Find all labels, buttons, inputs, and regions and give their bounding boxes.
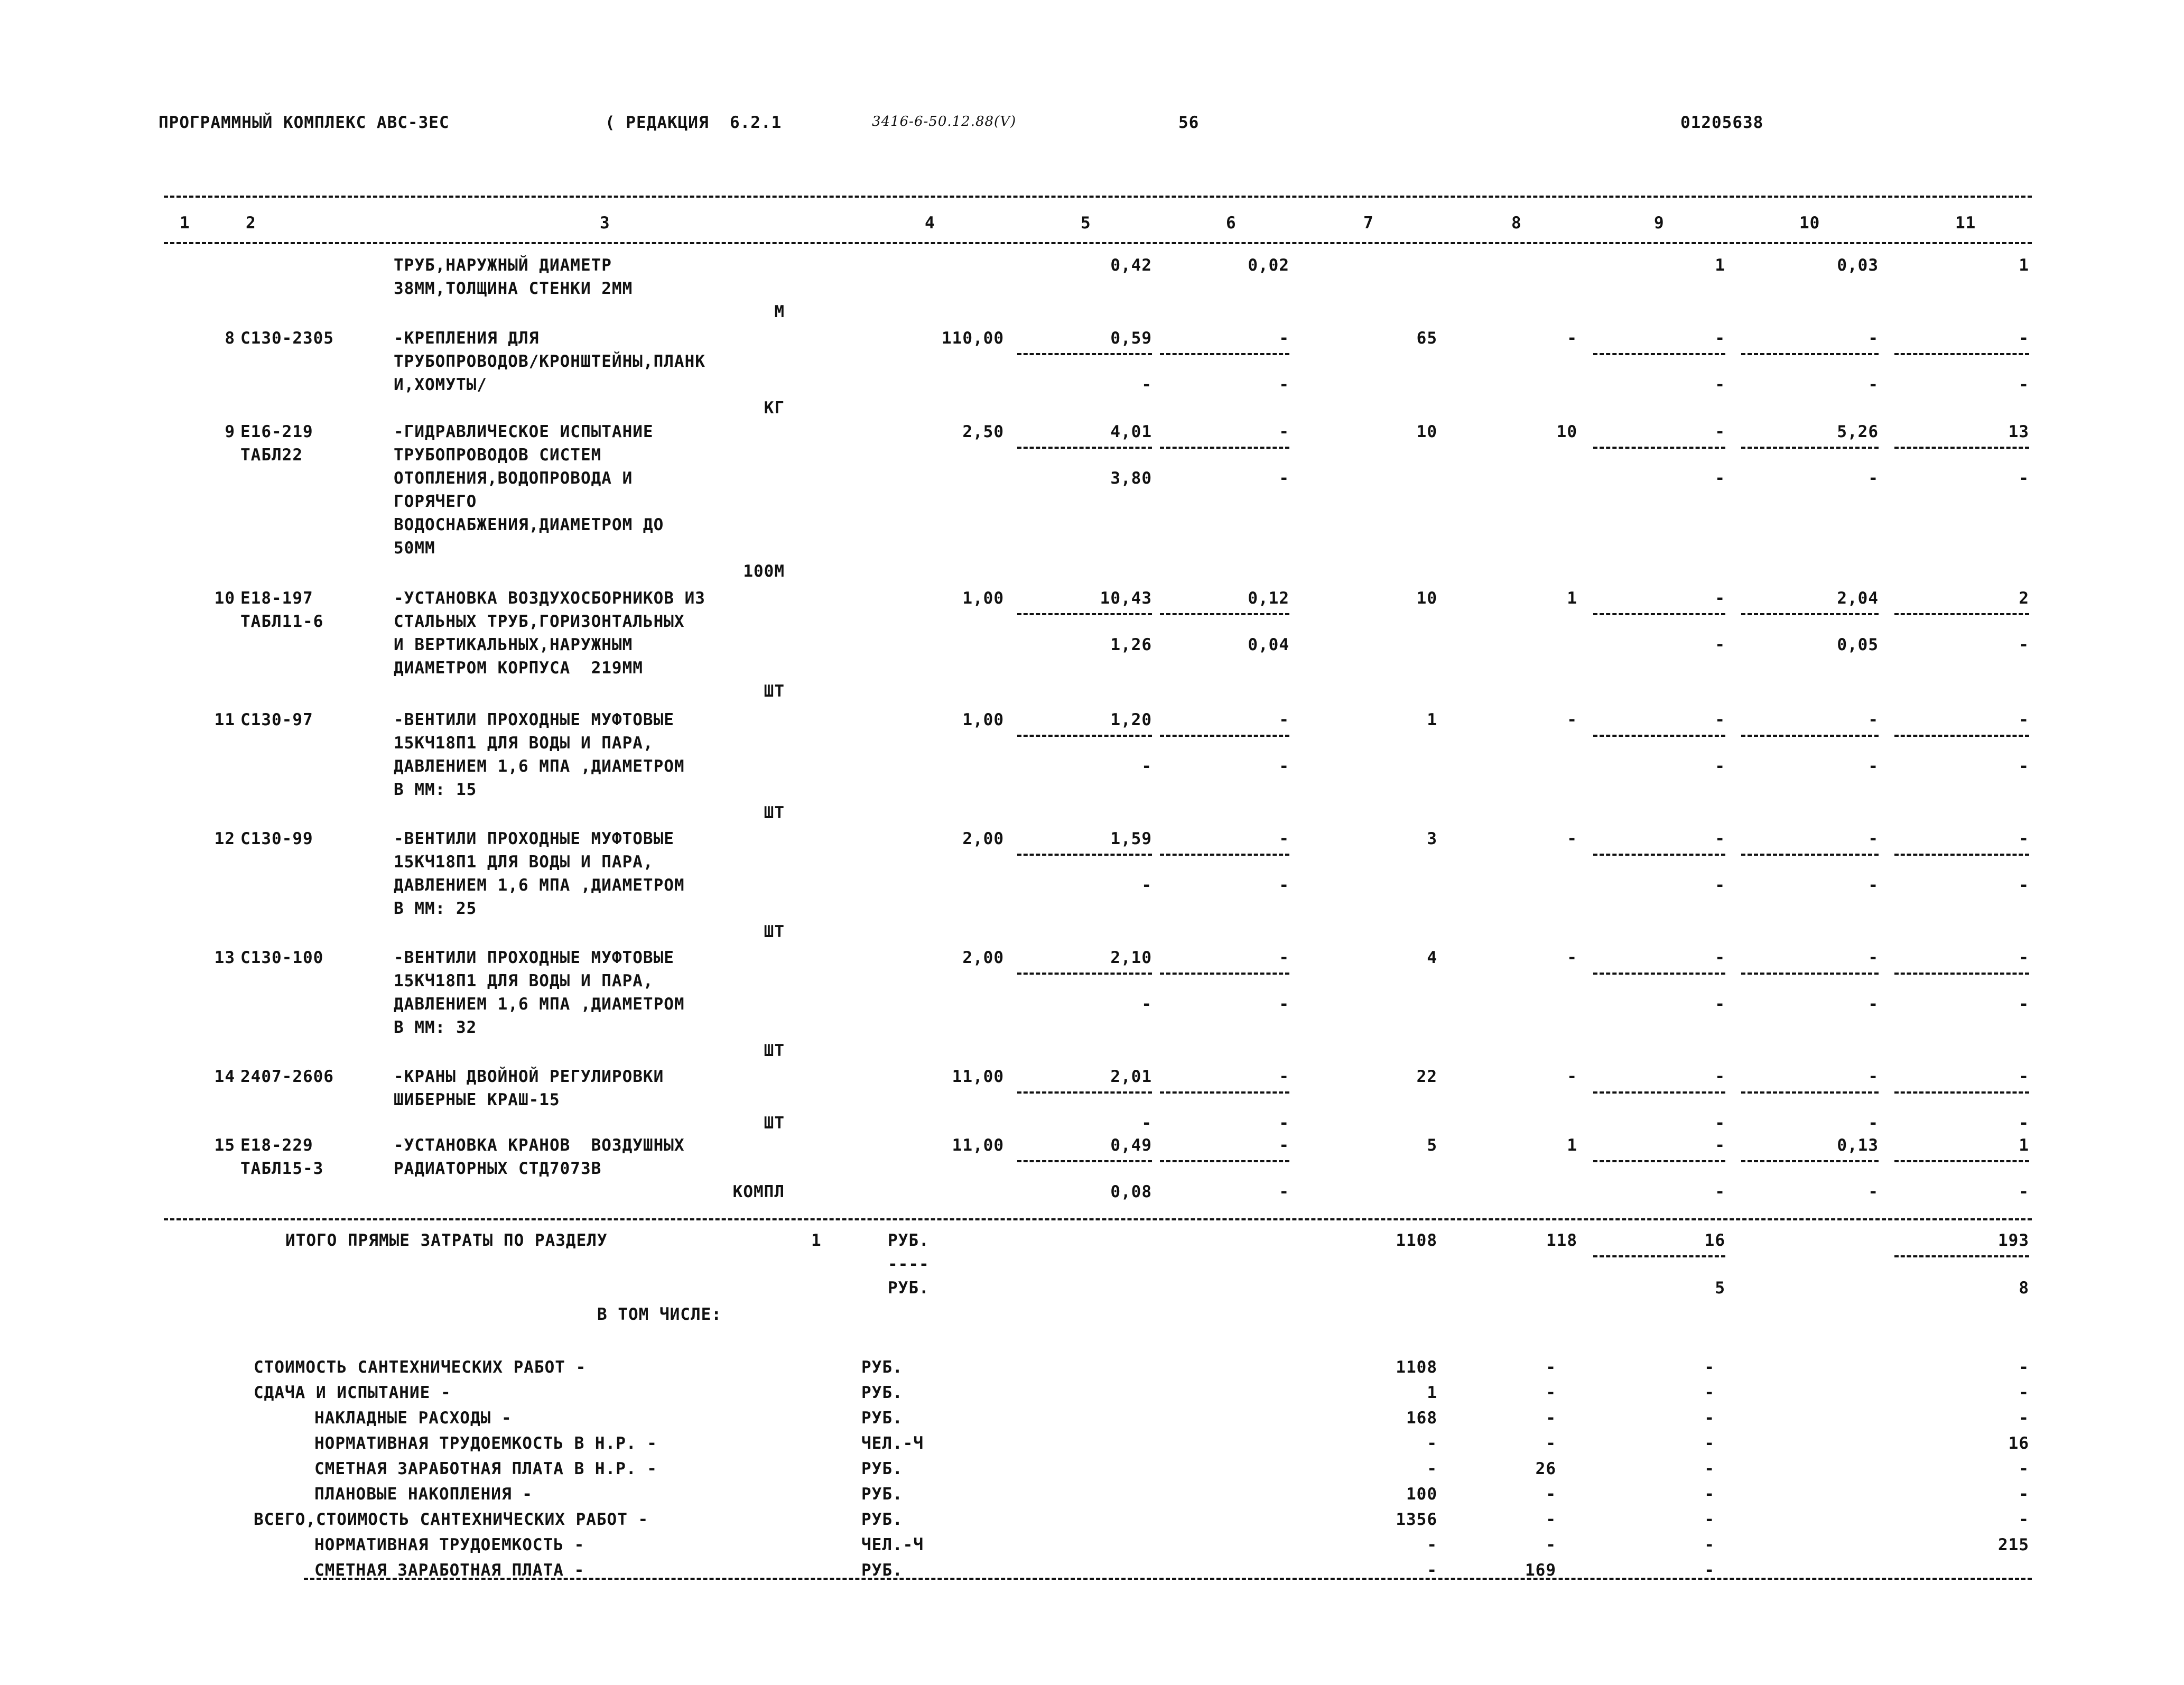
row-quantity: 2,00: [962, 948, 1004, 967]
summary-col11: 215: [1998, 1535, 2029, 1554]
summary-unit: ЧЕЛ.-Ч: [861, 1434, 924, 1453]
row-description-line: -ВЕНТИЛИ ПРОХОДНЫЕ МУФТОВЫЕ: [394, 829, 674, 848]
summary-unit: РУБ.: [861, 1561, 903, 1580]
row-code: Е18-197: [240, 589, 313, 608]
row-divider-col6: [1160, 353, 1289, 355]
row-description-line: -ВЕНТИЛИ ПРОХОДНЫЕ МУФТОВЫЕ: [394, 710, 674, 729]
row-description-line: В ММ: 32: [394, 1018, 477, 1037]
row-col10-top: -: [1868, 710, 1879, 729]
row-col6-bottom: -: [1279, 469, 1289, 488]
row-number: 14: [214, 1067, 235, 1086]
summary-col9: -: [1704, 1485, 1715, 1504]
row-divider-col10: [1741, 1091, 1879, 1094]
row-col7: 22: [1416, 1067, 1437, 1086]
row-divider-col6: [1160, 735, 1289, 737]
row-col9-top: -: [1715, 1067, 1725, 1086]
summary-label: СДАЧА И ИСПЫТАНИЕ -: [254, 1383, 451, 1402]
row-description-line: 15КЧ18П1 ДЛЯ ВОДЫ И ПАРА,: [394, 853, 654, 872]
row-divider-col5: [1017, 854, 1152, 856]
row-col6-top: -: [1279, 1136, 1289, 1155]
row-divider-col6: [1160, 613, 1289, 615]
column-header-9: 9: [1654, 214, 1665, 233]
row-col10-top: 0,13: [1837, 1136, 1879, 1155]
summary-unit: РУБ.: [861, 1409, 903, 1428]
row-description-line: В ММ: 25: [394, 899, 477, 918]
row-col9-bottom: -: [1715, 635, 1725, 654]
row-col7: 65: [1416, 329, 1437, 348]
row-col9-top: 1: [1715, 256, 1725, 275]
row-col9-top: -: [1715, 329, 1725, 348]
row-description-line: В ММ: 15: [394, 780, 477, 799]
summary-col9: -: [1704, 1358, 1715, 1377]
summary-unit: РУБ.: [861, 1358, 903, 1377]
row-col11-bottom: -: [2019, 876, 2029, 895]
column-header-rule: [164, 242, 2032, 244]
row-col9-bottom: -: [1715, 876, 1725, 895]
row-divider-col11: [1894, 1091, 2029, 1094]
table-top-rule: [164, 196, 2032, 198]
row-col5-top: 0,49: [1110, 1136, 1152, 1155]
row-col6-top: 0,02: [1248, 256, 1289, 275]
row-divider-col5: [1017, 447, 1152, 449]
column-header-1: 1: [180, 214, 190, 233]
document-code: 01205638: [1680, 113, 1764, 132]
row-col8: -: [1567, 948, 1577, 967]
total-col8: 118: [1546, 1231, 1577, 1250]
row-unit: ШТ: [764, 682, 785, 701]
row-col11-bottom: -: [2019, 635, 2029, 654]
summary-col7: -: [1427, 1459, 1437, 1478]
total-dashes: ----: [888, 1255, 930, 1274]
total-divider-col11: [1894, 1255, 2029, 1257]
row-unit: 100М: [743, 562, 785, 581]
total-label: ИТОГО ПРЯМЫЕ ЗАТРАТЫ ПО РАЗДЕЛУ: [285, 1231, 608, 1250]
row-divider-col9: [1593, 854, 1725, 856]
summary-col7: -: [1427, 1434, 1437, 1453]
summary-label: СТОИМОСТЬ САНТЕХНИЧЕСКИХ РАБОТ -: [254, 1358, 587, 1377]
summary-col11: -: [2019, 1383, 2029, 1402]
row-col7: 10: [1416, 422, 1437, 441]
row-col6-top: -: [1279, 422, 1289, 441]
row-col5-bottom: 0,08: [1110, 1182, 1152, 1201]
summary-col7: 1108: [1396, 1358, 1437, 1377]
row-description-line: И,ХОМУТЫ/: [394, 375, 487, 394]
row-col9-bottom: -: [1715, 995, 1725, 1014]
row-col10-top: 2,04: [1837, 589, 1879, 608]
row-col5-top: 4,01: [1110, 422, 1152, 441]
row-unit: КОМПЛ: [732, 1182, 785, 1201]
row-col11-top: 1: [2019, 1136, 2029, 1155]
row-col11-top: -: [2019, 329, 2029, 348]
edition-label: ( РЕДАКЦИЯ 6.2.1: [605, 113, 782, 132]
row-col10-bottom: -: [1868, 375, 1879, 394]
row-description-line: ГОРЯЧЕГО: [394, 492, 477, 511]
row-divider-col9: [1593, 613, 1725, 615]
row-col9-top: -: [1715, 422, 1725, 441]
row-col5-top: 1,59: [1110, 829, 1152, 848]
row-col11-top: 2: [2019, 589, 2029, 608]
summary-label: СМЕТНАЯ ЗАРАБОТНАЯ ПЛАТА -: [314, 1561, 585, 1580]
column-header-4: 4: [925, 214, 935, 233]
row-col8: -: [1567, 710, 1577, 729]
row-col7: 3: [1427, 829, 1437, 848]
row-divider-col6: [1160, 1160, 1289, 1162]
summary-unit: ЧЕЛ.-Ч: [861, 1535, 924, 1554]
row-code: 2407-2606: [240, 1067, 334, 1086]
row-description-line: СТАЛЬНЫХ ТРУБ,ГОРИЗОНТАЛЬНЫХ: [394, 612, 685, 631]
row-divider-col9: [1593, 447, 1725, 449]
row-col10-bottom: -: [1868, 1182, 1879, 1201]
summary-col8: -: [1546, 1434, 1556, 1453]
column-header-10: 10: [1799, 214, 1820, 233]
summary-col8: -: [1546, 1535, 1556, 1554]
row-quantity: 11,00: [952, 1136, 1004, 1155]
row-divider-col6: [1160, 854, 1289, 856]
row-number: 12: [214, 829, 235, 848]
row-unit: М: [774, 302, 785, 321]
row-col11-bottom: -: [2019, 1182, 2029, 1201]
row-col10-bottom: -: [1868, 1114, 1879, 1133]
total-divider-col9: [1593, 1255, 1725, 1257]
column-header-11: 11: [1955, 214, 1976, 233]
row-quantity: 2,00: [962, 829, 1004, 848]
column-header-6: 6: [1226, 214, 1237, 233]
row-col6-bottom: -: [1279, 876, 1289, 895]
row-quantity: 2,50: [962, 422, 1004, 441]
row-quantity: 1,00: [962, 710, 1004, 729]
row-unit: ШТ: [764, 922, 785, 941]
row-divider-col9: [1593, 1160, 1725, 1162]
row-description-line: РАДИАТОРНЫХ СТД7073В: [394, 1159, 602, 1178]
total-unit: РУБ.: [888, 1231, 930, 1250]
summary-col9: -: [1704, 1459, 1715, 1478]
row-divider-col10: [1741, 1160, 1879, 1162]
row-col10-top: -: [1868, 829, 1879, 848]
row-code: С130-97: [240, 710, 313, 729]
row-divider-col9: [1593, 735, 1725, 737]
summary-unit: РУБ.: [861, 1459, 903, 1478]
row-description-line: ТРУБОПРОВОДОВ/КРОНШТЕЙНЫ,ПЛАНК: [394, 352, 705, 371]
summary-col11: -: [2019, 1459, 2029, 1478]
row-col10-top: -: [1868, 1067, 1879, 1086]
summary-col9: -: [1704, 1409, 1715, 1428]
summary-col11: -: [2019, 1510, 2029, 1529]
row-col9-top: -: [1715, 948, 1725, 967]
row-col5-bottom: -: [1141, 1114, 1152, 1133]
row-col11-top: -: [2019, 1067, 2029, 1086]
row-col6-top: -: [1279, 710, 1289, 729]
row-col11-bottom: -: [2019, 469, 2029, 488]
row-col6-top: -: [1279, 1067, 1289, 1086]
row-description-line: ВОДОСНАБЖЕНИЯ,ДИАМЕТРОМ ДО: [394, 515, 664, 534]
row-col5-bottom: -: [1141, 876, 1152, 895]
row-divider-col9: [1593, 353, 1725, 355]
row-col9-bottom: -: [1715, 375, 1725, 394]
total-col11-bottom: 8: [2019, 1279, 2029, 1298]
summary-label: ПЛАНОВЫЕ НАКОПЛЕНИЯ -: [314, 1485, 533, 1504]
summary-col7: 1: [1427, 1383, 1437, 1402]
row-col5-bottom: 3,80: [1110, 469, 1152, 488]
row-unit: КГ: [764, 399, 785, 418]
row-divider-col5: [1017, 613, 1152, 615]
row-description-line: ДИАМЕТРОМ КОРПУСА 219ММ: [394, 659, 643, 678]
row-col10-bottom: -: [1868, 995, 1879, 1014]
row-number: 10: [214, 589, 235, 608]
row-code: Е16-219: [240, 422, 313, 441]
row-divider-col10: [1741, 447, 1879, 449]
summary-col11: -: [2019, 1358, 2029, 1377]
summary-col9: -: [1704, 1510, 1715, 1529]
row-unit: ШТ: [764, 803, 785, 822]
row-col10-top: -: [1868, 948, 1879, 967]
row-col8: -: [1567, 1067, 1577, 1086]
row-col5-top: 10,43: [1100, 589, 1152, 608]
summary-col11: -: [2019, 1485, 2029, 1504]
page-number: 56: [1178, 113, 1200, 132]
row-col7: 4: [1427, 948, 1437, 967]
row-col5-bottom: -: [1141, 995, 1152, 1014]
row-col6-bottom: -: [1279, 375, 1289, 394]
summary-label: НОРМАТИВНАЯ ТРУДОЕМКОСТЬ В Н.Р. -: [314, 1434, 657, 1453]
row-code-table: ТАБЛ11-6: [240, 612, 324, 631]
row-number: 11: [214, 710, 235, 729]
program-title: ПРОГРАММНЫЙ КОМПЛЕКС АВС-3ЕС: [159, 113, 450, 132]
summary-col11: 16: [2008, 1434, 2029, 1453]
row-description-line: -УСТАНОВКА ВОЗДУХОСБОРНИКОВ ИЗ: [394, 589, 705, 608]
row-quantity: 1,00: [962, 589, 1004, 608]
row-divider-col10: [1741, 735, 1879, 737]
row-code-table: ТАБЛ22: [240, 446, 303, 465]
row-divider-col5: [1017, 735, 1152, 737]
row-description-line: ТРУБ,НАРУЖНЫЙ ДИАМЕТР: [394, 256, 612, 275]
row-divider-col11: [1894, 735, 2029, 737]
row-col6-top: -: [1279, 948, 1289, 967]
summary-col8: 169: [1525, 1561, 1556, 1580]
row-code: С130-100: [240, 948, 324, 967]
row-col10-top: 5,26: [1837, 422, 1879, 441]
summary-label: ВСЕГО,СТОИМОСТЬ САНТЕХНИЧЕСКИХ РАБОТ -: [254, 1510, 649, 1529]
row-divider-col5: [1017, 973, 1152, 975]
row-col5-top: 1,20: [1110, 710, 1152, 729]
row-divider-col5: [1017, 353, 1152, 355]
row-col6-bottom: -: [1279, 757, 1289, 776]
row-col11-bottom: -: [2019, 1114, 2029, 1133]
row-col8: 10: [1556, 422, 1577, 441]
including-heading: В ТОМ ЧИСЛЕ:: [597, 1305, 722, 1324]
row-col5-top: 0,59: [1110, 329, 1152, 348]
row-divider-col11: [1894, 613, 2029, 615]
row-divider-col10: [1741, 854, 1879, 856]
row-col7: 1: [1427, 710, 1437, 729]
row-col11-bottom: -: [2019, 757, 2029, 776]
row-unit: ШТ: [764, 1114, 785, 1133]
row-divider-col5: [1017, 1091, 1152, 1094]
total-unit-2: РУБ.: [888, 1279, 930, 1298]
row-number: 15: [214, 1136, 235, 1155]
row-description-line: -ГИДРАВЛИЧЕСКОЕ ИСПЫТАНИЕ: [394, 422, 654, 441]
summary-unit: РУБ.: [861, 1510, 903, 1529]
summary-col8: -: [1546, 1510, 1556, 1529]
column-header-8: 8: [1511, 214, 1522, 233]
row-description-line: ДАВЛЕНИЕМ 1,6 МПА ,ДИАМЕТРОМ: [394, 757, 685, 776]
row-col10-bottom: -: [1868, 469, 1879, 488]
summary-col7: 100: [1406, 1485, 1437, 1504]
column-header-2: 2: [246, 214, 256, 233]
row-col11-top: 1: [2019, 256, 2029, 275]
row-description-line: ДАВЛЕНИЕМ 1,6 МПА ,ДИАМЕТРОМ: [394, 995, 685, 1014]
summary-label: СМЕТНАЯ ЗАРАБОТНАЯ ПЛАТА В Н.Р. -: [314, 1459, 657, 1478]
summary-col9: -: [1704, 1434, 1715, 1453]
total-col9-bottom: 5: [1715, 1279, 1725, 1298]
row-col5-bottom: -: [1141, 757, 1152, 776]
row-col9-bottom: -: [1715, 469, 1725, 488]
row-description-line: ШИБЕРНЫЕ КРАШ-15: [394, 1090, 560, 1109]
row-col7: 10: [1416, 589, 1437, 608]
row-col6-top: 0,12: [1248, 589, 1289, 608]
row-col5-bottom: -: [1141, 375, 1152, 394]
summary-label: НАКЛАДНЫЕ РАСХОДЫ -: [314, 1409, 512, 1428]
column-header-5: 5: [1081, 214, 1091, 233]
column-header-3: 3: [600, 214, 610, 233]
summary-col9: -: [1704, 1535, 1715, 1554]
row-description-line: 15КЧ18П1 ДЛЯ ВОДЫ И ПАРА,: [394, 971, 654, 990]
summary-col7: -: [1427, 1535, 1437, 1554]
row-unit: ШТ: [764, 1041, 785, 1060]
row-divider-col10: [1741, 613, 1879, 615]
row-col10-top: 0,03: [1837, 256, 1879, 275]
row-description-line: 15КЧ18П1 ДЛЯ ВОДЫ И ПАРА,: [394, 734, 654, 753]
row-code: С130-2305: [240, 329, 334, 348]
summary-col8: -: [1546, 1358, 1556, 1377]
row-description-line: -КРАНЫ ДВОЙНОЙ РЕГУЛИРОВКИ: [394, 1067, 664, 1086]
summary-col11: -: [2019, 1409, 2029, 1428]
row-description-line: ОТОПЛЕНИЯ,ВОДОПРОВОДА И: [394, 469, 633, 488]
summary-col8: 26: [1535, 1459, 1556, 1478]
column-header-7: 7: [1363, 214, 1374, 233]
row-col6-top: -: [1279, 829, 1289, 848]
row-divider-col11: [1894, 447, 2029, 449]
row-col5-top: 2,10: [1110, 948, 1152, 967]
row-col11-bottom: -: [2019, 375, 2029, 394]
row-col6-bottom: -: [1279, 995, 1289, 1014]
summary-col7: -: [1427, 1561, 1437, 1580]
row-divider-col6: [1160, 973, 1289, 975]
row-col9-bottom: -: [1715, 757, 1725, 776]
summary-col8: -: [1546, 1383, 1556, 1402]
row-divider-col11: [1894, 973, 2029, 975]
row-col10-bottom: -: [1868, 876, 1879, 895]
summary-col8: -: [1546, 1409, 1556, 1428]
row-divider-col6: [1160, 1091, 1289, 1094]
row-divider-col6: [1160, 447, 1289, 449]
row-code-table: ТАБЛ15-3: [240, 1159, 324, 1178]
row-number: 13: [214, 948, 235, 967]
row-col9-top: -: [1715, 1136, 1725, 1155]
total-rule: [164, 1218, 2032, 1220]
row-description-line: ТРУБОПРОВОДОВ СИСТЕМ: [394, 446, 602, 465]
row-quantity: 11,00: [952, 1067, 1004, 1086]
summary-unit: РУБ.: [861, 1485, 903, 1504]
row-col10-bottom: -: [1868, 757, 1879, 776]
row-col9-top: -: [1715, 829, 1725, 848]
summary-col7: 168: [1406, 1409, 1437, 1428]
row-description-line: 50ММ: [394, 539, 435, 558]
row-description-line: -ВЕНТИЛИ ПРОХОДНЫЕ МУФТОВЫЕ: [394, 948, 674, 967]
row-col11-top: -: [2019, 829, 2029, 848]
row-col11-top: 13: [2008, 422, 2029, 441]
total-col7: 1108: [1396, 1231, 1437, 1250]
row-col8: -: [1567, 329, 1577, 348]
row-description-line: -УСТАНОВКА КРАНОВ ВОЗДУШНЫХ: [394, 1136, 685, 1155]
row-divider-col11: [1894, 353, 2029, 355]
row-col5-bottom: 1,26: [1110, 635, 1152, 654]
row-code: С130-99: [240, 829, 313, 848]
summary-col7: 1356: [1396, 1510, 1437, 1529]
row-divider-col11: [1894, 854, 2029, 856]
total-col9: 16: [1704, 1231, 1725, 1250]
row-col5-top: 0,42: [1110, 256, 1152, 275]
row-col6-top: -: [1279, 329, 1289, 348]
row-divider-col9: [1593, 1091, 1725, 1094]
row-col5-top: 2,01: [1110, 1067, 1152, 1086]
row-divider-col9: [1593, 973, 1725, 975]
row-col9-top: -: [1715, 710, 1725, 729]
bottom-rule: [304, 1578, 2032, 1580]
handwritten-note: 3416-6-50.12.88(V): [872, 114, 1017, 129]
total-col11: 193: [1998, 1231, 2029, 1250]
row-divider-col11: [1894, 1160, 2029, 1162]
row-col11-top: -: [2019, 710, 2029, 729]
row-col11-top: -: [2019, 948, 2029, 967]
row-description-line: 38ММ,ТОЛЩИНА СТЕНКИ 2ММ: [394, 279, 633, 298]
row-divider-col10: [1741, 353, 1879, 355]
summary-col9: -: [1704, 1561, 1715, 1580]
row-divider-col10: [1741, 973, 1879, 975]
row-col7: 5: [1427, 1136, 1437, 1155]
row-description-line: И ВЕРТИКАЛЬНЫХ,НАРУЖНЫМ: [394, 635, 633, 654]
row-col9-bottom: -: [1715, 1182, 1725, 1201]
row-col8: -: [1567, 829, 1577, 848]
row-col8: 1: [1567, 1136, 1577, 1155]
row-description-line: -КРЕПЛЕНИЯ ДЛЯ: [394, 329, 540, 348]
row-number: 9: [225, 422, 235, 441]
row-quantity: 110,00: [942, 329, 1004, 348]
summary-unit: РУБ.: [861, 1383, 903, 1402]
row-col8: 1: [1567, 589, 1577, 608]
row-col9-top: -: [1715, 589, 1725, 608]
row-number: 8: [225, 329, 235, 348]
row-col10-top: -: [1868, 329, 1879, 348]
row-code: Е18-229: [240, 1136, 313, 1155]
summary-label: НОРМАТИВНАЯ ТРУДОЕМКОСТЬ -: [314, 1535, 585, 1554]
row-col6-bottom: 0,04: [1248, 635, 1289, 654]
row-col11-bottom: -: [2019, 995, 2029, 1014]
summary-col8: -: [1546, 1485, 1556, 1504]
row-col9-bottom: -: [1715, 1114, 1725, 1133]
summary-col9: -: [1704, 1383, 1715, 1402]
row-col10-bottom: 0,05: [1837, 635, 1879, 654]
row-col6-bottom: -: [1279, 1182, 1289, 1201]
total-section: 1: [811, 1231, 822, 1250]
row-col6-bottom: -: [1279, 1114, 1289, 1133]
row-divider-col5: [1017, 1160, 1152, 1162]
row-description-line: ДАВЛЕНИЕМ 1,6 МПА ,ДИАМЕТРОМ: [394, 876, 685, 895]
